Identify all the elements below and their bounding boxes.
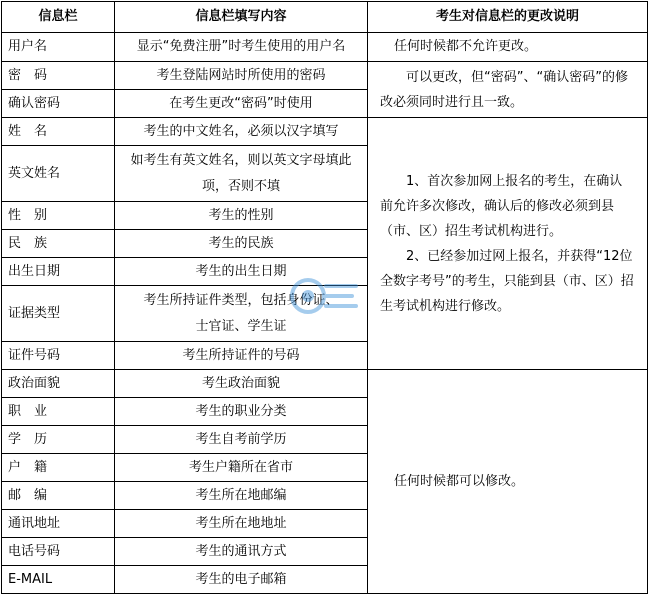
field-name: E-MAIL [2,566,115,594]
field-name: 电话号码 [2,538,115,566]
note-personal-2: 2、已经参加过网上报名，并获得“12位全数字考号”的考生，只能到县（市、区）招生考试机构进行修改。 [380,248,634,314]
note-username [368,33,648,62]
table-header-row [2,2,648,33]
info-field-table [1,1,648,594]
note-username-text: 任何时候都不允许更改。 [394,39,538,54]
table-row [2,118,648,146]
field-name: 邮 编 [2,482,115,510]
field-content: 在考生更改“密码”时使用 [115,90,368,118]
field-content: 考生的中文姓名，必须以汉字填写 [115,118,368,146]
note-other [368,370,648,594]
field-content: 考生自考前学历 [115,426,368,454]
field-name: 通讯地址 [2,510,115,538]
field-name: 密 码 [2,62,115,90]
field-content: 考生所持证件类型，包括身份证、士官证、学生证 [115,286,368,342]
field-name: 证据类型 [2,286,115,342]
field-name: 职 业 [2,398,115,426]
field-content: 考生的职业分类 [115,398,368,426]
field-name: 姓 名 [2,118,115,146]
note-password-text: 可以更改，但“密码”、“确认密码”的修改必须同时进行且一致。 [380,69,628,110]
field-content: 考生户籍所在省市 [115,454,368,482]
field-name: 民 族 [2,230,115,258]
field-name: 确认密码 [2,90,115,118]
table-row [2,33,648,62]
note-other-text: 任何时候都可以修改。 [394,473,525,489]
field-name: 学 历 [2,426,115,454]
field-name: 出生日期 [2,258,115,286]
field-content: 如考生有英文姓名，则以英文字母填此项，否则不填 [115,146,368,202]
field-content: 考生的电子邮箱 [115,566,368,594]
field-content: 考生的通讯方式 [115,538,368,566]
field-content: 显示“免费注册”时考生使用的用户名 [115,33,368,62]
field-name: 英文姓名 [2,146,115,202]
note-personal [368,118,648,370]
field-content: 考生所持证件的号码 [115,342,368,370]
field-name: 用户名 [2,33,115,62]
field-content: 考生政治面貌 [115,370,368,398]
note-password [368,62,648,118]
field-content: 考生的性别 [115,202,368,230]
field-name: 证件号码 [2,342,115,370]
header-content: 信息栏填写内容 [115,2,368,33]
table-row [2,62,648,90]
header-field: 信息栏 [2,2,115,33]
table-row [2,370,648,398]
field-content: 考生登陆网站时所使用的密码 [115,62,368,90]
header-notes: 考生对信息栏的更改说明 [368,2,648,33]
field-content: 考生的民族 [115,230,368,258]
field-content: 考生所在地邮编 [115,482,368,510]
field-content: 考生的出生日期 [115,258,368,286]
note-personal-1: 1、首次参加网上报名的考生，在确认前允许多次修改，确认后的修改必须到县（市、区）招生考试机构进行。 [380,173,623,239]
field-name: 政治面貌 [2,370,115,398]
field-name: 性 别 [2,202,115,230]
field-name: 户 籍 [2,454,115,482]
field-content: 考生所在地地址 [115,510,368,538]
